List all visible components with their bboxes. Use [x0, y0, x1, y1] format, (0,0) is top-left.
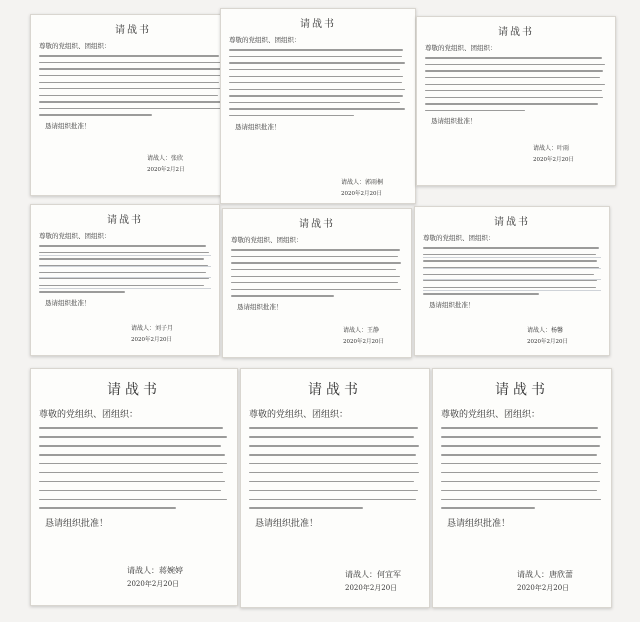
letter-signature [343, 325, 384, 345]
letter-body [249, 427, 421, 509]
letter-title: 请战书 [107, 382, 161, 398]
letter-greeting: 尊敬的党组织、团组织： [39, 42, 111, 50]
letter-title: 请战书 [494, 217, 530, 228]
letter-closing: 恳请组织批准！ [431, 117, 477, 126]
signer-name: 请战人：郭雨桐 [341, 179, 384, 186]
letter-title: 请战书 [308, 382, 362, 398]
signer-name: 请战人：杨馨 [527, 327, 564, 334]
letter-greeting: 尊敬的党组织、团组织： [249, 410, 349, 420]
letter-signature [345, 569, 401, 593]
letter-body [229, 49, 407, 116]
letter-card [220, 8, 416, 204]
signer-name: 请战人：何宜军 [345, 570, 401, 579]
letter-signature [527, 325, 568, 345]
letter-body [39, 55, 227, 116]
letter-card [30, 368, 238, 606]
signer-name: 请战人：唐欣蕾 [517, 570, 573, 579]
letter-signature [517, 569, 573, 593]
letter-card [414, 206, 610, 356]
letter-date: 2020年2月20日 [517, 584, 570, 592]
signer-name: 请战人：蒋婉婷 [127, 566, 183, 575]
letter-card [30, 204, 220, 356]
letter-card [432, 368, 612, 608]
letter-date: 2020年2月20日 [343, 339, 384, 345]
letter-title: 请战书 [300, 19, 336, 30]
letter-signature [127, 565, 183, 589]
letter-date: 2020年2月20日 [131, 337, 172, 343]
letter-title: 请战书 [299, 219, 335, 230]
letter-greeting: 尊敬的党组织、团组织： [39, 410, 139, 420]
letter-body [39, 427, 229, 509]
signer-name: 请战人：叶雨 [533, 145, 570, 152]
signer-name: 请战人：王静 [343, 327, 380, 334]
letter-title: 请战书 [498, 27, 534, 38]
letter-date: 2020年2月2日 [147, 167, 185, 173]
letter-closing: 恳请组织批准！ [45, 121, 91, 130]
letter-closing: 恳请组织批准！ [447, 519, 511, 530]
letter-closing: 恳请组织批准！ [429, 300, 475, 309]
letter-body [441, 427, 603, 509]
letter-title: 请战书 [107, 215, 143, 226]
letter-body [231, 249, 403, 296]
letter-greeting: 尊敬的党组织、团组织： [39, 232, 111, 240]
letter-title: 请战书 [115, 25, 151, 36]
letter-date: 2020年2月20日 [341, 191, 382, 197]
letter-body [423, 247, 601, 294]
letter-date: 2020年2月20日 [533, 157, 574, 163]
letter-greeting: 尊敬的党组织、团组织： [425, 44, 497, 52]
letter-signature [341, 177, 383, 197]
letter-closing: 恳请组织批准！ [45, 519, 109, 530]
letter-greeting: 尊敬的党组织、团组织： [441, 410, 541, 420]
letter-closing: 恳请组织批准！ [237, 302, 283, 311]
letter-closing: 恳请组织批准！ [255, 519, 319, 530]
letter-body [39, 245, 211, 292]
letter-greeting: 尊敬的党组织、团组织： [229, 36, 301, 44]
signer-name: 请战人：张欣 [147, 155, 184, 162]
letter-closing: 恳请组织批准！ [45, 298, 91, 307]
letter-card [30, 14, 236, 196]
signer-name: 请战人：刘子月 [131, 325, 174, 332]
letter-date: 2020年2月20日 [345, 584, 398, 592]
letter-signature [147, 153, 185, 173]
letter-body [425, 57, 607, 111]
letter-card [416, 16, 616, 186]
letter-greeting: 尊敬的党组织、团组织： [423, 234, 495, 242]
letter-greeting: 尊敬的党组织、团组织： [231, 236, 303, 244]
letter-closing: 恳请组织批准！ [235, 122, 281, 131]
letter-date: 2020年2月20日 [527, 339, 568, 345]
letter-date: 2020年2月20日 [127, 580, 180, 588]
letter-title: 请战书 [495, 382, 549, 398]
letter-signature [533, 143, 574, 163]
letter-card [240, 368, 430, 608]
letter-card [222, 208, 412, 358]
letter-signature [131, 323, 173, 343]
